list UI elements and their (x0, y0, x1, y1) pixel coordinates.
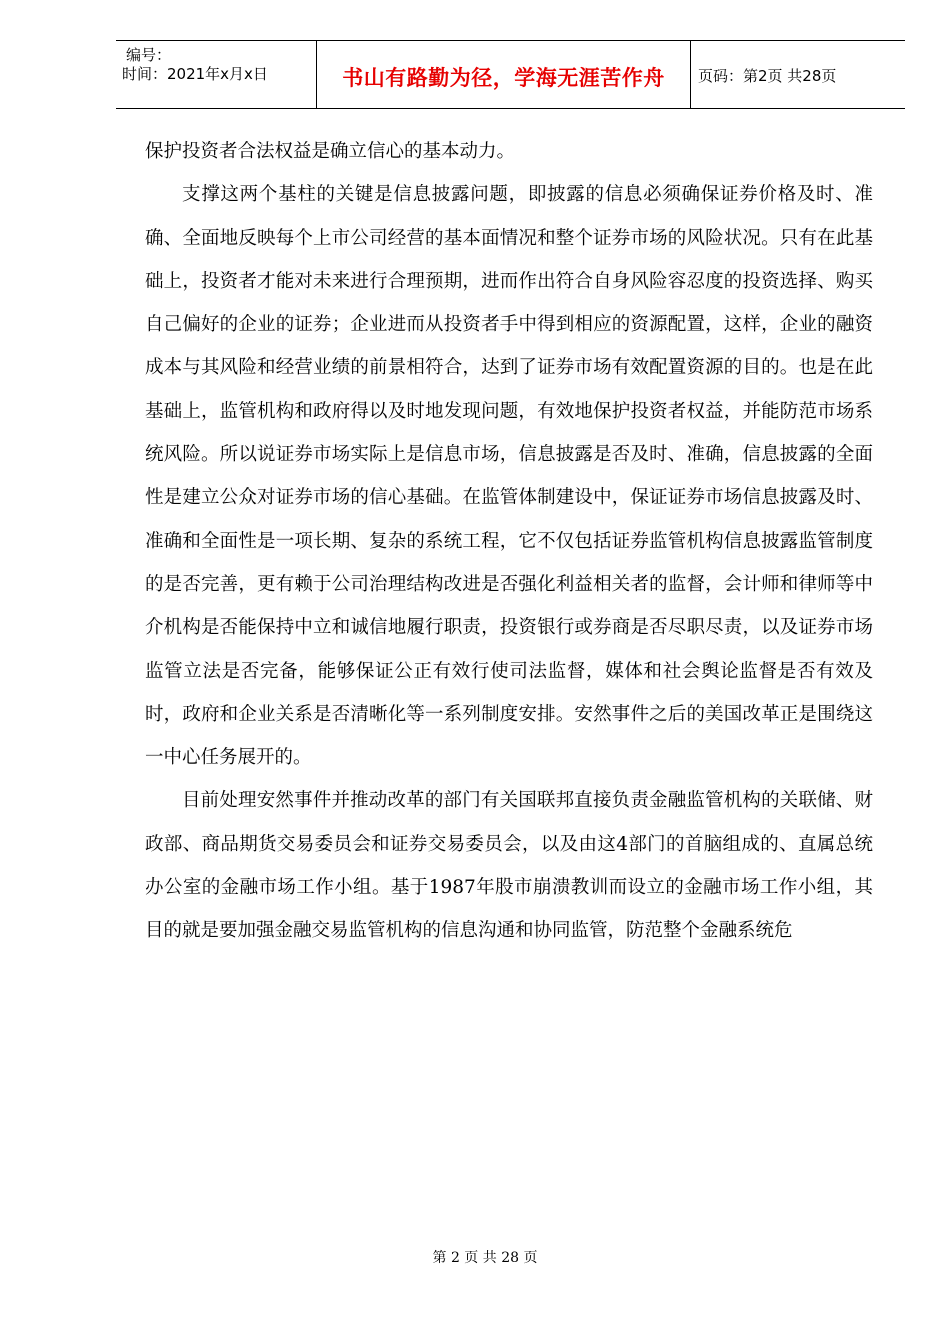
page-footer: 第 2 页 共 28 页 (432, 1250, 538, 1266)
document-body (145, 130, 873, 953)
header-slogan: 书山有路勤为径，学海无涯苦作舟 (342, 66, 665, 90)
paragraph-continuation: 保护投资者合法权益是确立信心的基本动力。 (145, 141, 516, 162)
header-time-label: 时间：2021年x月x日 (122, 65, 268, 83)
header-info-cell (116, 41, 316, 108)
paragraph-regulatory-agencies: 目前处理安然事件并推动改革的部门有关国联邦直接负责金融监管机构的关联储、财政部、商品期货交易委员会和证券交易委员会，以及由这4部门的首脑组成的、直属总统办公室的金融市场工作小组。基于1987年股市崩溃教训而设立的金融市场工作小组，其目的就是要加强金融交易监管机构的信息沟通和协同监管，防范整个金融系统危 (145, 790, 873, 942)
header-number-label: 编号： (126, 46, 172, 64)
header-page-label: 页码：第2页 共28页 (698, 67, 837, 85)
header-slogan-cell (316, 41, 691, 108)
paragraph-information-disclosure: 支撑这两个基柱的关键是信息披露问题，即披露的信息必须确保证券价格及时、准确、全面地反映每个上市公司经营的基本面情况和整个证券市场的风险状况。只有在此基础上，投资者才能对未来进行合理预期，进而作出符合自身风险容忍度的投资选择、购买自己偏好的企业的证券；企业进而从投资者手中得到相应的资源配置，这样，企业的融资成本与其风险和经营业绩的前景相符合，达到了证券市场有效配置资源的目的。也是在此基础上，监管机构和政府得以及时地发现问题，有效地保护投资者权益，并能防范市场系统风险。所以说证券市场实际上是信息市场，信息披露是否及时、准确，信息披露的全面性是建立公众对证券市场的信心基础。在监管体制建设中，保证证券市场信息披露及时、准确和全面性是一项长期、复杂的系统工程，它不仅包括证券监管机构信息披露监管制度的是否完善，更有赖于公司治理结构改进是否强化利益相关者的监督，会计师和律师等中介机构是否能保持中立和诚信地履行职责，投资银行或券商是否尽职尽责，以及证券市场监管立法是否完备，能够保证公正有效行使司法监督，媒体和社会舆论监督是否有效及时，政府和企业关系是否清晰化等一系列制度安排。安然事件之后的美国改革正是围绕这一中心任务展开的。 (145, 184, 873, 769)
header-page-cell (690, 41, 905, 108)
page-header (116, 40, 905, 109)
